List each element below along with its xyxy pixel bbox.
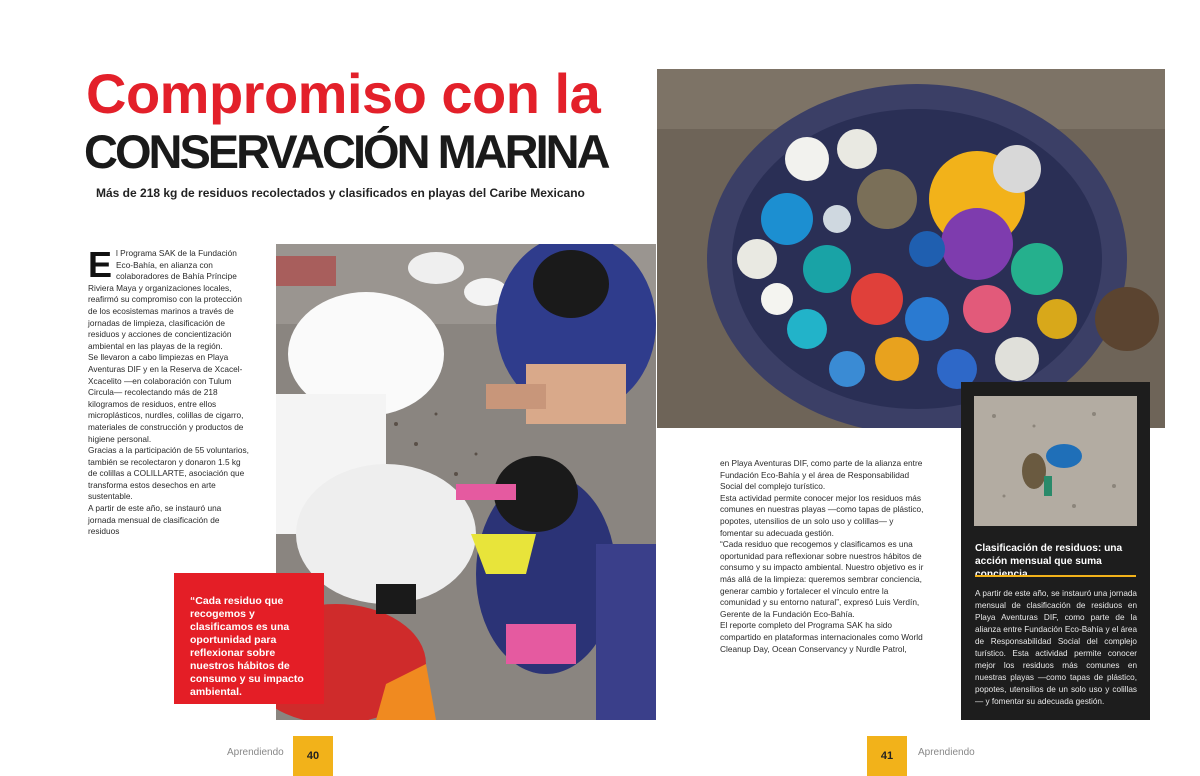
- bucket-caps-photo: [657, 69, 1165, 428]
- paragraph: en Playa Aventuras DIF, como parte de la alianza entre Fundación Eco-Bahía y el área de Responsabilidad Social del complejo turístico.: [720, 458, 923, 492]
- paragraph: El reporte completo del Programa SAK ha sido compartido en plataformas internacionales como World Cleanup Day, Ocean Conservancy y Nurdle Patrol,: [720, 620, 923, 654]
- paragraph: “Cada residuo que recogemos y clasificamos es una oportunidad para reflexionar sobre nuestros hábitos de consumo y su impacto ambiental. Nuestro objetivo es ir más allá de la limpieza: queremos sembrar conciencia, generar cambio y fortalecer el vínculo entre la comunidad y su entorno natural”, expresó Luis Verdín, Gerente de la Fundación Eco-Bahía.: [720, 539, 924, 619]
- paragraph: l Programa SAK de la Fundación Eco-Bahía, en alianza con colaboradores de Bahía Príncipe Riviera Maya y organizaciones locales, reafirmó su compromiso con la protección de los ecosistemas marinos a través de jornadas de limpieza, clasificación de residuos y acciones de concientización ambiental en las playas de la región.: [88, 248, 243, 351]
- paragraph: A partir de este año, se instauró una jornada mensual de clasificación de residuos: [88, 503, 222, 537]
- sidebar-divider: [975, 575, 1136, 577]
- paragraph: Esta actividad permite conocer mejor los residuos más comunes en nuestras playas —como tapas de plástico, popotes, utensilios de un solo uso y colillas— y fomentar su adecuada gestión.: [720, 492, 924, 538]
- footer-section-label-left: Aprendiendo: [227, 747, 284, 758]
- title-line-1: Compromiso con la: [86, 62, 601, 125]
- paragraph: Se llevaron a cabo limpiezas en Playa Aventuras DIF y en la Reserva de Xcacel-Xcacelito —en colaboración con Tulum Circula— recolectando más de 218 kilogramos de residuos, entre ellos microplásticos, nurdles, colillas de cigarro, materiales de construcción y productos de higiene personal.: [88, 352, 244, 444]
- page-number-right: 41: [867, 736, 907, 776]
- pull-quote: “Cada residuo que recogemos y clasificamos es una oportunidad para reflexionar sobre nuestros hábitos de consumo y su impacto ambiental.: [174, 573, 324, 704]
- footer-section-label-right: Aprendiendo: [918, 747, 975, 758]
- article-column-1: [88, 244, 250, 538]
- title-line-2: CONSERVACIÓN MARINA: [84, 125, 608, 178]
- sidebar-box: [961, 382, 1150, 720]
- subtitle: Más de 218 kg de residuos recolectados y clasificados en playas del Caribe Mexicano: [96, 186, 585, 200]
- sidebar-title: Clasificación de residuos: una acción mensual que suma: [975, 543, 1123, 567]
- paragraph: Gracias a la participación de 55 voluntarios, también se recolectaron y donaron 1.5 kg de colillas a COLILLARTE, asociación que transforma estos desechos en arte sustentable.: [88, 445, 249, 502]
- volunteers-photo: [276, 244, 656, 720]
- sidebar-text: A partir de este año, se instauró una jornada mensual de clasificación de residuos en Playa Aventuras DIF, como parte de la alianza entre Fundación Eco-Bahía y el área de Responsabilidad Social del complejo turístico. Esta actividad permite conocer mejor los residuos más comunes en nuestras playas —como tapas de plástico, popotes, utensilios de un solo uso y colillas— y fomentar su adecuada gestión.: [975, 589, 1137, 706]
- page-number-left: 40: [293, 736, 333, 776]
- article-column-2: [720, 458, 924, 655]
- drop-cap: E: [88, 244, 113, 285]
- beach-waste-photo: [974, 396, 1137, 526]
